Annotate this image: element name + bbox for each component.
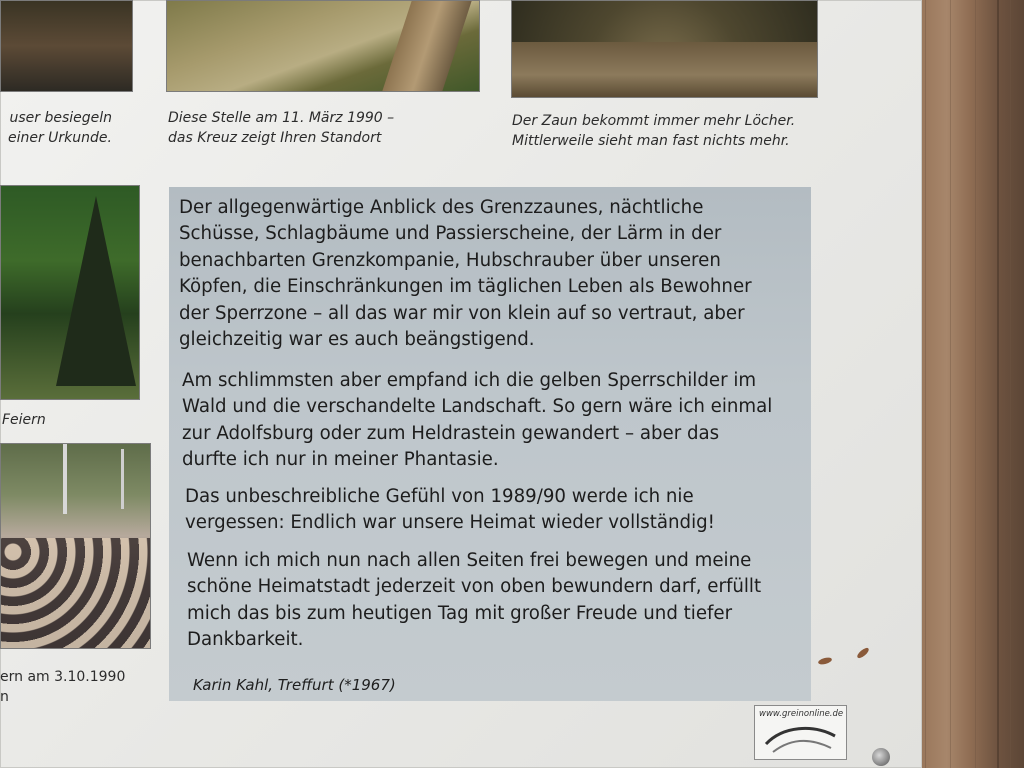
insect-icon — [817, 656, 832, 665]
screw-icon — [872, 748, 890, 766]
photo-crowd-celebration — [0, 443, 151, 649]
logo-url: www.greinonline.de — [759, 709, 844, 719]
caption-photo-2: Diese Stelle am 11. März 1990 – das Kreuz zeigt Ihren Standort — [168, 110, 395, 146]
photo-fence-holes — [511, 0, 818, 98]
photo-signing-document — [0, 0, 133, 92]
caption-photo-4: Feiern — [2, 412, 46, 428]
wooden-frame — [905, 0, 1024, 768]
photo-celebration-forest — [0, 185, 140, 400]
swoosh-icon — [763, 722, 838, 756]
photo-border-strip-1990 — [166, 0, 480, 92]
caption-photo-3: Der Zaun bekommt immer mehr Löcher. Mittlerweile sieht man fast nichts mehr. — [512, 113, 796, 149]
testimony-text-box — [169, 187, 811, 701]
paragraph-2: Am schlimmsten aber empfand ich die gelben Sperrschilder im Wald und die verschandelte Landschaft. So gern wäre ich einmal zur Adolfsburg oder zum Heldrastein gewandert – aber das durfte ich nur in meiner Phantasie. — [182, 370, 773, 471]
publisher-logo — [754, 705, 847, 760]
author-signature: Karin Kahl, Treffurt (*1967) — [193, 676, 396, 694]
insect-icon — [856, 646, 871, 660]
paragraph-1: Der allgegenwärtige Anblick des Grenzzaunes, nächtliche Schüsse, Schlagbäume und Passierscheine, der Lärm in der benachbarten Grenzkompanie, Hubschrauber über unseren Köpfen, die Einschränkungen im täglichen Leben als Bewohner der Sperrzone – all das war mir von klein auf so vertraut, aber gleichzeitig war es auch beängstigend. — [179, 197, 752, 351]
caption-photo-1: user besiegeln einer Urkunde. — [7, 110, 112, 146]
paragraph-3: Das unbeschreibliche Gefühl von 1989/90 werde ich nie vergessen: Endlich war unsere Heimat wieder vollständig! — [185, 486, 715, 534]
paragraph-4: Wenn ich mich nun nach allen Seiten frei bewegen und meine schöne Heimatstadt jederzeit von oben bewundern darf, erfüllt mich das bis zum heutigen Tag mit großer Freude und tiefer Dankbarkeit. — [187, 550, 762, 651]
caption-photo-5: ern am 3.10.1990 n — [0, 669, 126, 705]
